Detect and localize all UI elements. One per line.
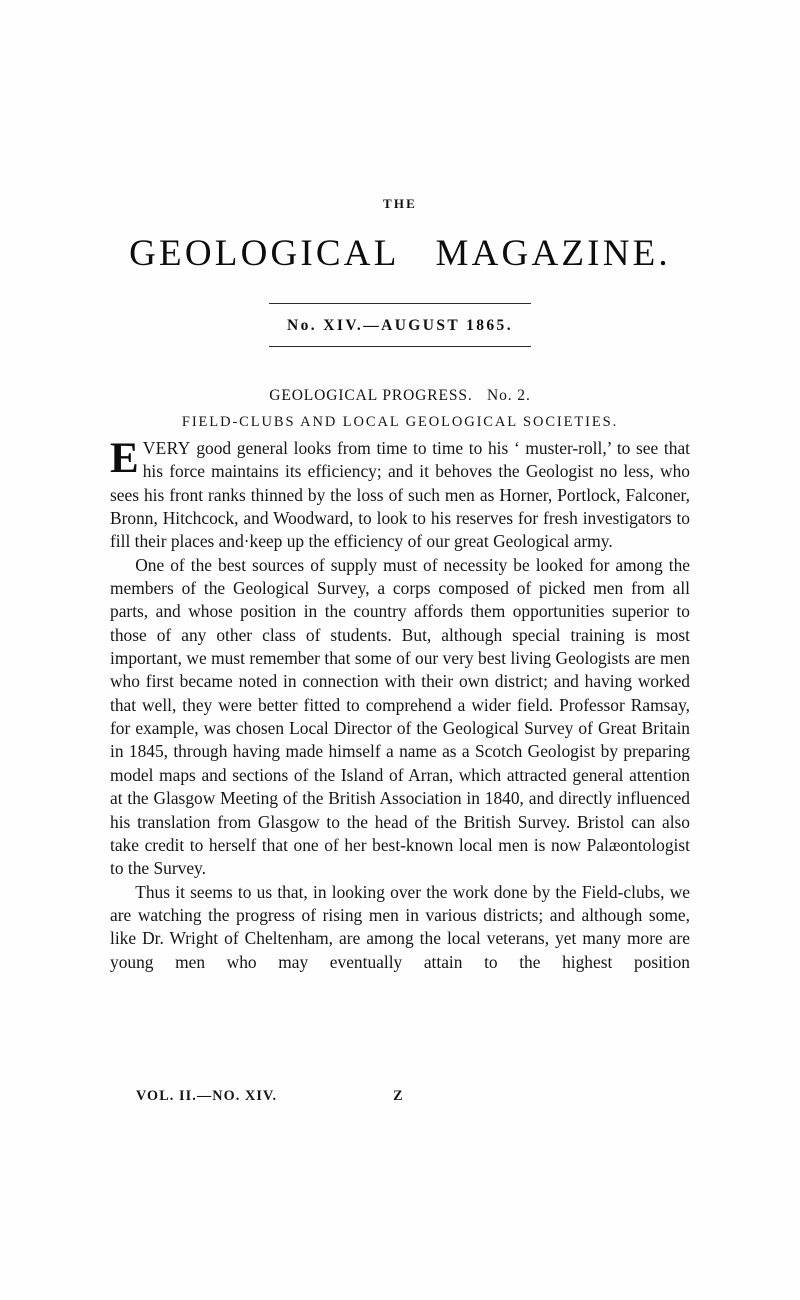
drop-cap-letter: E: [110, 435, 139, 482]
signature-mark: Z: [393, 1088, 403, 1104]
masthead: [0, 196, 800, 275]
article-subject-heading: FIELD-CLUBS AND LOCAL GEOLOGICAL SOCIETIES.: [181, 414, 619, 430]
lead-word: VERY: [142, 438, 191, 458]
article-body: [110, 437, 690, 974]
issue-block: [0, 303, 800, 347]
paragraph-opening-text: good general looks from time to time to his ‘ muster-roll,’ to see that his force maintains its efficiency; and it behoves the Geologist no less, who sees his front ranks thinned by the loss of such men as Horner, Portlock, Falconer, Bronn, Hitchcock, and Woodward, to look to his reserves for fresh investigators to fill their places and·keep up the efficiency of our great Geological army.: [110, 438, 690, 552]
masthead-the-label: THE: [382, 196, 418, 211]
paragraph-fieldclubs: Thus it seems to us that, in looking over the work done by the Field-clubs, we are watching the progress of rising men in various districts; and although some, like Dr. Wright of Cheltenham, are among the local veterans, yet many more are young men who may eventually attain to the highest position: [110, 881, 690, 972]
rule-below-issue: [269, 346, 531, 347]
article-series-heading: GEOLOGICAL PROGRESS. No. 2.: [269, 387, 531, 404]
paragraph-survey: One of the best sources of supply must of necessity be looked for among the members of the Geological Survey, a corps composed of picked men from all parts, and whose position in the country affords them opportunities superior to those of any other class of students. But, although special training is most important, we must remember that some of our very best living Geologists are men who first became noted in connection with their own district; and having worked that well, they were better fitted to comprehend a wider field. Professor Ramsay, for example, was chosen Local Director of the Geological Survey of Great Britain in 1845, through having made himself a name as a Scotch Geologist by preparing model maps and sections of the Island of Arran, which attracted general attention at the Glasgow Meeting of the British Association in 1840, and directly influenced his translation from Glasgow to the head of the British Survey. Bristol can also take credit to herself that one of her best-known local men is now Palæontologist to the Survey.: [110, 554, 690, 879]
page-footer: [110, 1088, 690, 1105]
volume-number: VOL. II.—NO. XIV.: [136, 1088, 278, 1104]
section-headings: [0, 387, 800, 431]
issue-number-date: No. XIV.—AUGUST 1865.: [287, 317, 513, 334]
paragraph-opening: [110, 437, 690, 554]
journal-title: GEOLOGICAL MAGAZINE.: [129, 233, 671, 274]
